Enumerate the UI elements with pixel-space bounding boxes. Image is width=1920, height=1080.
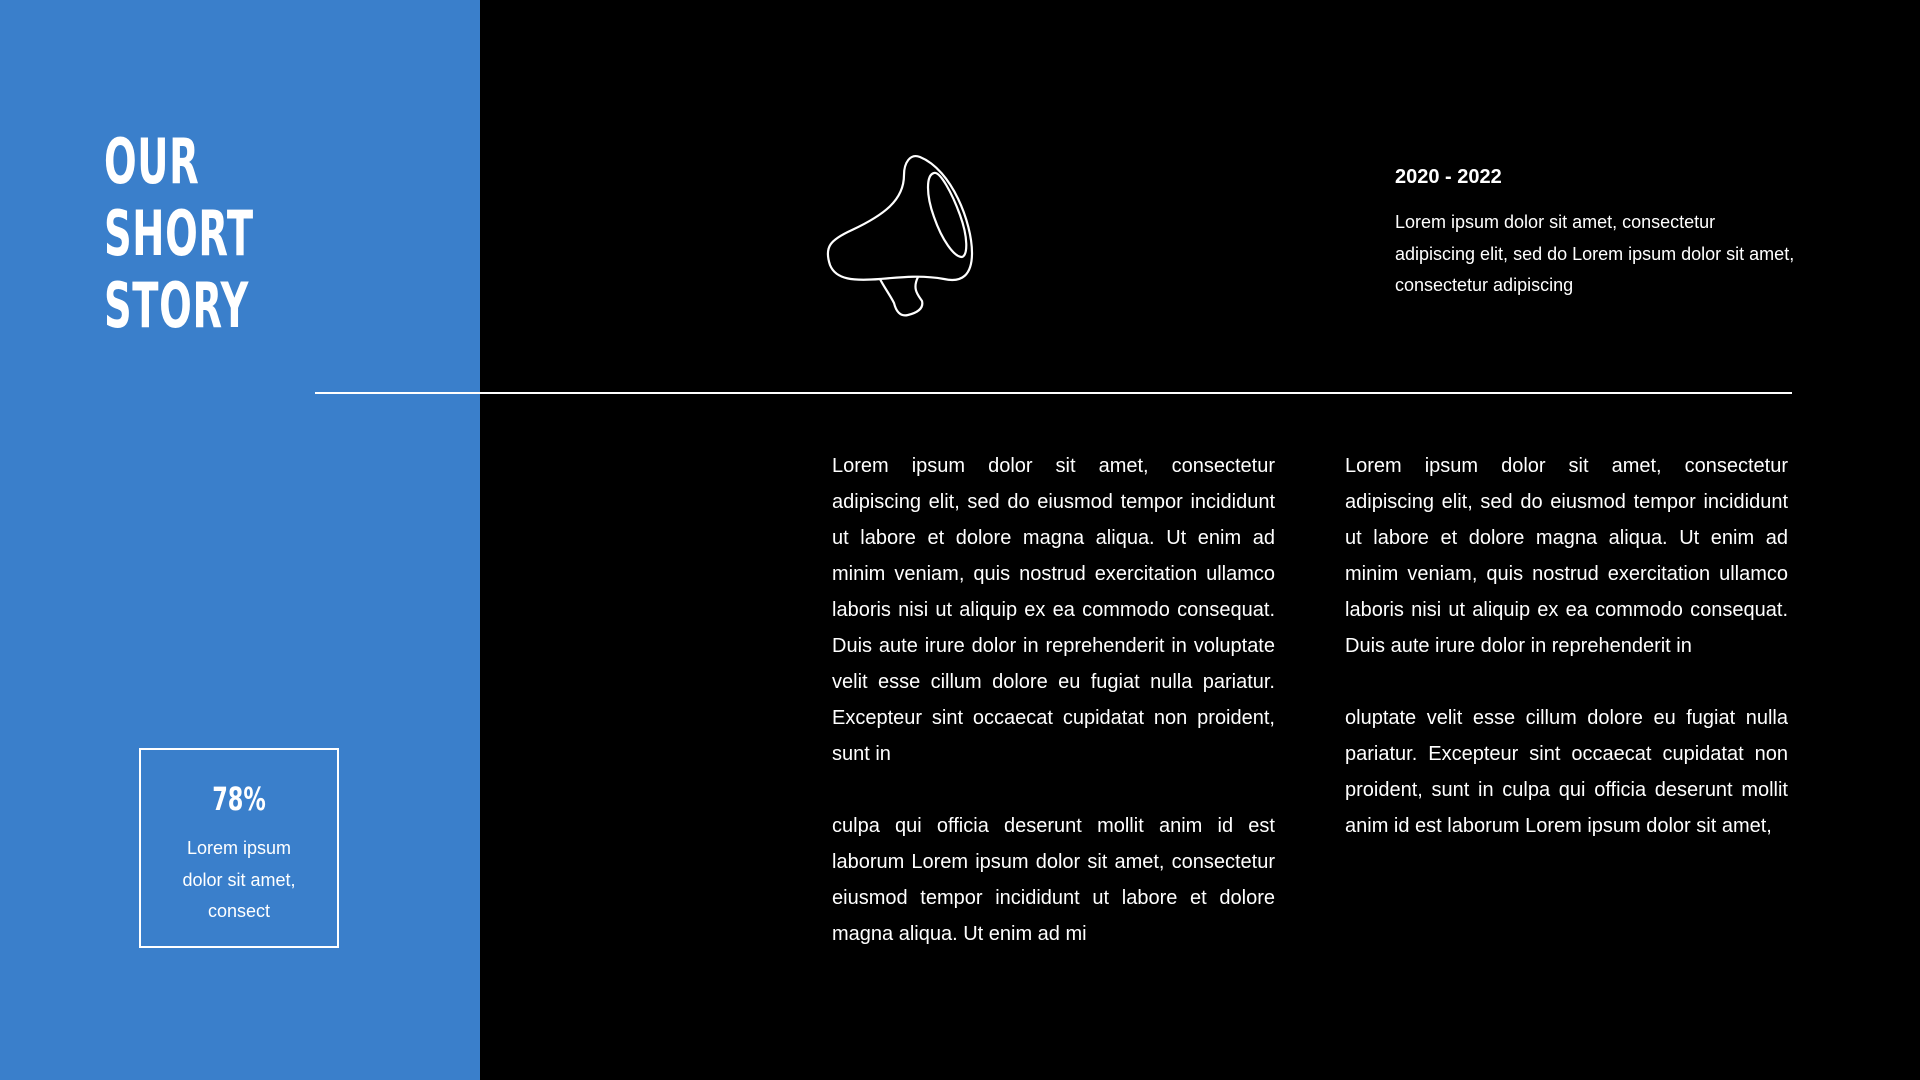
body-column-right [1345,448,1788,880]
body-column-left [832,448,1275,988]
right-paragraph-2: oluptate velit esse cillum dolore eu fugiat nulla pariatur. Excepteur sint occaecat cupidatat non proident, sunt in culpa qui officia deserunt mollit anim id est laborum Lorem ipsum dolor sit amet, [1345,707,1788,837]
period-title: 2020 - 2022 [1395,166,1502,188]
left-paragraph-1: Lorem ipsum dolor sit amet, consectetur adipiscing elit, sed do eiusmod tempor incididunt ut labore et dolore magna aliqua. Ut enim ad minim veniam, quis nostrud exercitation ullamco laboris nisi ut aliquip ex ea commodo consequat. Duis aute irure dolor in reprehenderit in voluptate velit esse cillum dolore eu fugiat nulla pariatur. Excepteur sint occaecat cupidatat non proident, sunt in [832,455,1275,765]
right-paragraph-1: Lorem ipsum dolor sit amet, consectetur adipiscing elit, sed do eiusmod tempor incididunt ut labore et dolore magna aliqua. Ut enim ad minim veniam, quis nostrud exercitation ullamco laboris nisi ut aliquip ex ea commodo consequat. Duis aute irure dolor in reprehenderit in [1345,455,1788,657]
stat-text: Lorem ipsum dolor sit amet, consect [182,838,296,921]
horizontal-divider [315,392,1792,394]
title-line-3: STORY [104,269,250,342]
stat-box [139,748,339,948]
title-line-1: OUR [104,125,200,198]
page-title [104,126,254,342]
stat-value: 78% [212,780,266,818]
megaphone-icon [822,145,1002,325]
left-paragraph-2: culpa qui officia deserunt mollit anim id est laborum Lorem ipsum dolor sit amet, consectetur eiusmod tempor incididunt ut labore et dolore magna aliqua. Ut enim ad mi [832,815,1275,945]
period-block [1395,166,1795,302]
period-text: Lorem ipsum dolor sit amet, consectetur adipiscing elit, sed do Lorem ipsum dolor sit amet, consectetur adipiscing [1395,212,1795,295]
title-line-2: SHORT [104,197,254,270]
